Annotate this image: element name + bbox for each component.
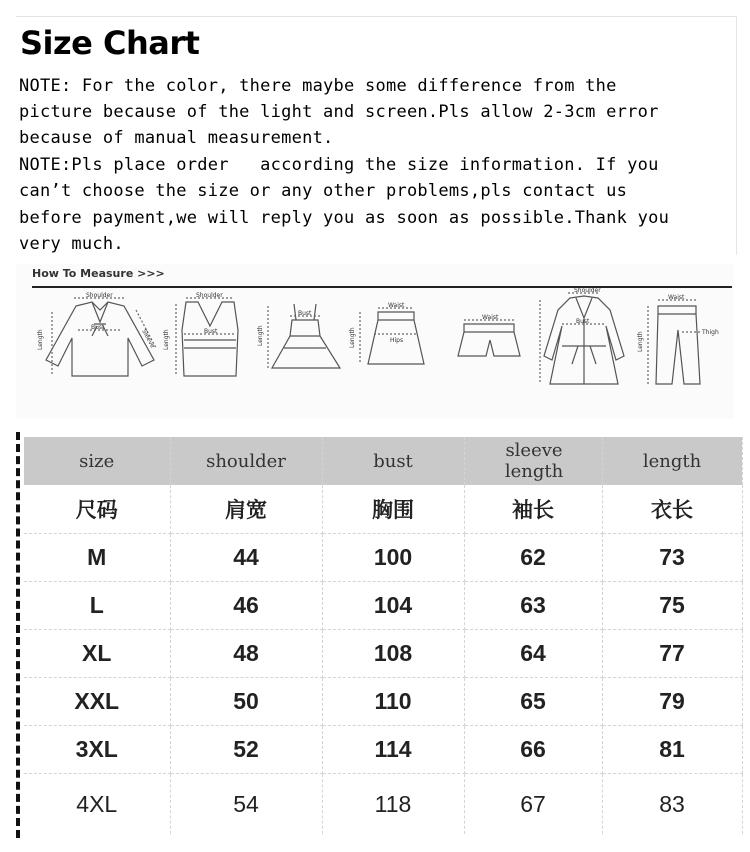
sleeve-cell: 67 bbox=[464, 774, 602, 835]
shoulder-cell: 46 bbox=[170, 582, 322, 630]
cn-header: 衣长 bbox=[602, 485, 742, 534]
shoulder-cell: 54 bbox=[170, 774, 322, 835]
size-table bbox=[24, 437, 743, 834]
size-cell: L bbox=[24, 582, 170, 630]
skirt-diagram bbox=[350, 290, 436, 380]
label-bust: Bust bbox=[576, 318, 590, 325]
cn-header: 肩宽 bbox=[170, 485, 322, 534]
trousers-diagram bbox=[638, 290, 728, 390]
table-row bbox=[24, 630, 742, 678]
note-line: because of manual measurement. bbox=[19, 128, 334, 148]
bust-cell: 118 bbox=[322, 774, 464, 835]
length-cell: 83 bbox=[602, 774, 742, 835]
size-cell: 4XL bbox=[24, 774, 170, 835]
shoulder-cell: 52 bbox=[170, 726, 322, 774]
size-cell: XL bbox=[24, 630, 170, 678]
label-waist: Waist bbox=[388, 302, 405, 309]
label-bust: Bust bbox=[91, 324, 105, 331]
label-sleeve: Sleeve bbox=[140, 328, 156, 350]
note-line: very much. bbox=[19, 234, 124, 254]
size-cell: M bbox=[24, 534, 170, 582]
sleeve-cell: 65 bbox=[464, 678, 602, 726]
sleeve-cell: 63 bbox=[464, 582, 602, 630]
size-cell: XXL bbox=[24, 678, 170, 726]
column-header: bust bbox=[322, 437, 464, 485]
label-bust: Bust bbox=[298, 310, 312, 317]
note-line: can’t choose the size or any other problems,pls contact us bbox=[19, 181, 628, 201]
sleeve-cell: 66 bbox=[464, 726, 602, 774]
note-line: picture because of the light and screen.Pls allow 2-3cm error bbox=[19, 102, 659, 122]
label-shoulder: Shoulder bbox=[86, 292, 113, 299]
cn-header: 尺码 bbox=[24, 485, 170, 534]
size-chart-header bbox=[16, 16, 737, 255]
label-length: Length bbox=[349, 327, 356, 348]
label-length: Length bbox=[37, 329, 44, 350]
length-cell: 73 bbox=[602, 534, 742, 582]
note-line: NOTE: For the color, there maybe some difference from the bbox=[19, 76, 617, 96]
length-cell: 81 bbox=[602, 726, 742, 774]
shoulder-cell: 48 bbox=[170, 630, 322, 678]
table-row bbox=[24, 726, 742, 774]
shorts-diagram bbox=[444, 290, 532, 380]
bust-cell: 114 bbox=[322, 726, 464, 774]
size-cell: 3XL bbox=[24, 726, 170, 774]
table-row bbox=[24, 678, 742, 726]
length-cell: 77 bbox=[602, 630, 742, 678]
sleeve-cell: 64 bbox=[464, 630, 602, 678]
label-shoulder: Shoulder bbox=[574, 287, 601, 294]
shoulder-cell: 50 bbox=[170, 678, 322, 726]
page-title: Size Chart bbox=[20, 24, 200, 62]
table-row bbox=[24, 582, 742, 630]
table-header-row bbox=[24, 437, 742, 485]
how-to-measure-panel bbox=[16, 264, 734, 419]
table-row bbox=[24, 534, 742, 582]
column-header: sleeve length bbox=[464, 437, 602, 485]
note-line: NOTE:Pls place order according the size information. If you bbox=[19, 155, 659, 175]
label-waist: Waist bbox=[482, 314, 499, 321]
length-cell: 75 bbox=[602, 582, 742, 630]
label-waist: Waist bbox=[668, 294, 685, 301]
column-header: shoulder bbox=[170, 437, 322, 485]
vest-diagram bbox=[164, 290, 256, 380]
column-header: size bbox=[24, 437, 170, 485]
length-cell: 79 bbox=[602, 678, 742, 726]
cn-header: 袖长 bbox=[464, 485, 602, 534]
bust-cell: 108 bbox=[322, 630, 464, 678]
shoulder-cell: 44 bbox=[170, 534, 322, 582]
strap-dress-diagram bbox=[257, 290, 350, 380]
label-bust: Bust bbox=[204, 328, 218, 335]
bust-cell: 110 bbox=[322, 678, 464, 726]
table-row bbox=[24, 774, 742, 835]
cn-header: 胸围 bbox=[322, 485, 464, 534]
label-thigh: Thigh bbox=[702, 329, 719, 336]
label-shoulder: Shoulder bbox=[196, 292, 223, 299]
label-hips: Hips bbox=[390, 337, 404, 344]
size-table-container bbox=[16, 432, 738, 838]
sleeve-cell: 62 bbox=[464, 534, 602, 582]
bust-cell: 104 bbox=[322, 582, 464, 630]
label-length: Length bbox=[163, 329, 170, 350]
divider bbox=[32, 286, 732, 288]
label-length: Length bbox=[257, 325, 264, 346]
blouse-diagram bbox=[36, 290, 166, 380]
bust-cell: 100 bbox=[322, 534, 464, 582]
note-line: before payment,we will reply you as soon as possible.Thank you bbox=[19, 208, 670, 228]
measure-title: How To Measure >>> bbox=[32, 267, 165, 280]
coat-diagram bbox=[538, 287, 630, 390]
table-cn-header-row bbox=[24, 485, 742, 534]
column-header: length bbox=[602, 437, 742, 485]
label-length: Length bbox=[637, 331, 644, 352]
